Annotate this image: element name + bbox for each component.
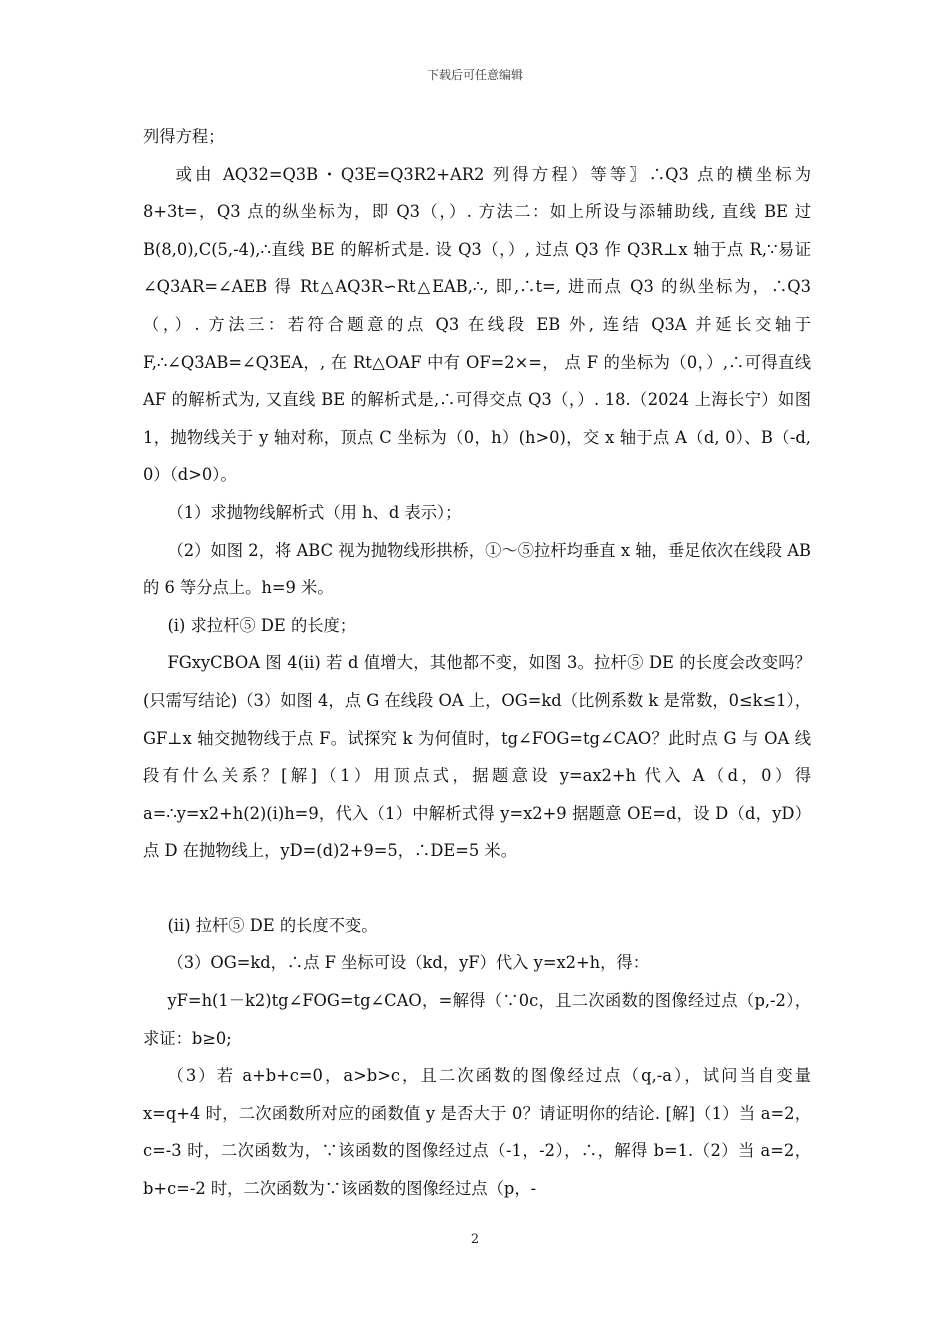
paragraph: FGxyCBOA 图 4(ii) 若 d 值增大，其他都不变，如图 3。拉杆⑤ DE 的长度会改变吗？(只需写结论)（3）如图 4，点 G 在线段 OA 上，OG=kd（比例系数 k 是常数，0≤k≤1），GF⊥x 轴交抛物线于点 F。试探究 k 为何值时，tg∠FOG=tg∠CAO？此时点 G 与 OA 线段有什么关系？[解]（1）用顶点式，据题意设 y=ax2+h 代入 A（d，0）得 a=∴y=x2+h(2)(i)h=9，代入（1）中解析式得 y=x2+9 据题意 OE=d，设 D（d，yD）点 D 在抛物线上，yD=(d)2+9=5，∴DE=5 米。: [143, 653, 811, 861]
paragraph: （3）OG=kd，∴点 F 坐标可设（kd，yF）代入 y=x2+h，得：: [167, 953, 649, 973]
paragraph: 或由 AQ32=Q3B・Q3E=Q3R2+AR2 列得方程）等等〗∴Q3 点的横坐标为 8+3t=，Q3 点的纵坐标为，即 Q3（，）. 方法二：如上所设与添辅助线, 直线 BE 过 B(8,0),C(5,-4),∴直线 BE 的解析式是. 设 Q3（，）, 过点 Q3 作 Q3R⊥x 轴于点 R,∵易证∠Q3AR=∠AEB 得 Rt△AQ3R∽Rt△EAB,∴, 即,∴t=, 进而点 Q3 的纵坐标为，∴Q3（，）. 方法三：若符合题意的点 Q3 在线段 EB 外, 连结 Q3A 并延长交轴于 F,∴∠Q3AB=∠Q3EA，, 在 Rt△OAF 中有 OF=2×=， 点 F 的坐标为（0，）,∴可得直线 AF 的解析式为, 又直线 BE 的解析式是,∴可得交点 Q3（，）. 18.（2024 上海长宁）如图 1，抛物线关于 y 轴对称，顶点 C 坐标为（0，h）(h>0)，交 x 轴于点 A（d, 0）、B（-d, 0）（d>0）。: [143, 164, 811, 485]
paragraph: yF=h(1－k2)tg∠FOG=tg∠CAO，=解得（∵0c，且二次函数的图像经过点（p,-2），求证：b≥0;: [143, 991, 811, 1048]
paragraph: （1）求抛物线解析式（用 h、d 表示）；: [167, 502, 462, 522]
paragraph: 列得方程；: [143, 127, 225, 146]
paragraph: （3）若 a+b+c=0，a>b>c，且二次函数的图像经过点（q,-a），试问当自变量 x=q+4 时，二次函数所对应的函数值 y 是否大于 0？请证明你的结论. [解]（1）当 a=2，c=-3 时，二次函数为，∵该函数的图像经过点（-1，-2），∴，解得 b=1.（2）当 a=2，b+c=-2 时，二次函数为∵该函数的图像经过点（p，-: [143, 1066, 811, 1199]
page-header: 下载后可任意编辑: [426, 68, 523, 82]
page-number: 2: [470, 1232, 480, 1247]
paragraph: (ii) 拉杆⑤ DE 的长度不变。: [167, 915, 378, 935]
blank-line: [143, 870, 811, 907]
paragraph: （2）如图 2，将 ABC 视为抛物线形拱桥，①～⑤拉杆均垂直 x 轴，垂足依次在线段 AB 的 6 等分点上。h=9 米。: [143, 540, 811, 598]
document-body: [143, 118, 811, 1208]
paragraph: (i) 求拉杆⑤ DE 的长度；: [167, 615, 357, 635]
